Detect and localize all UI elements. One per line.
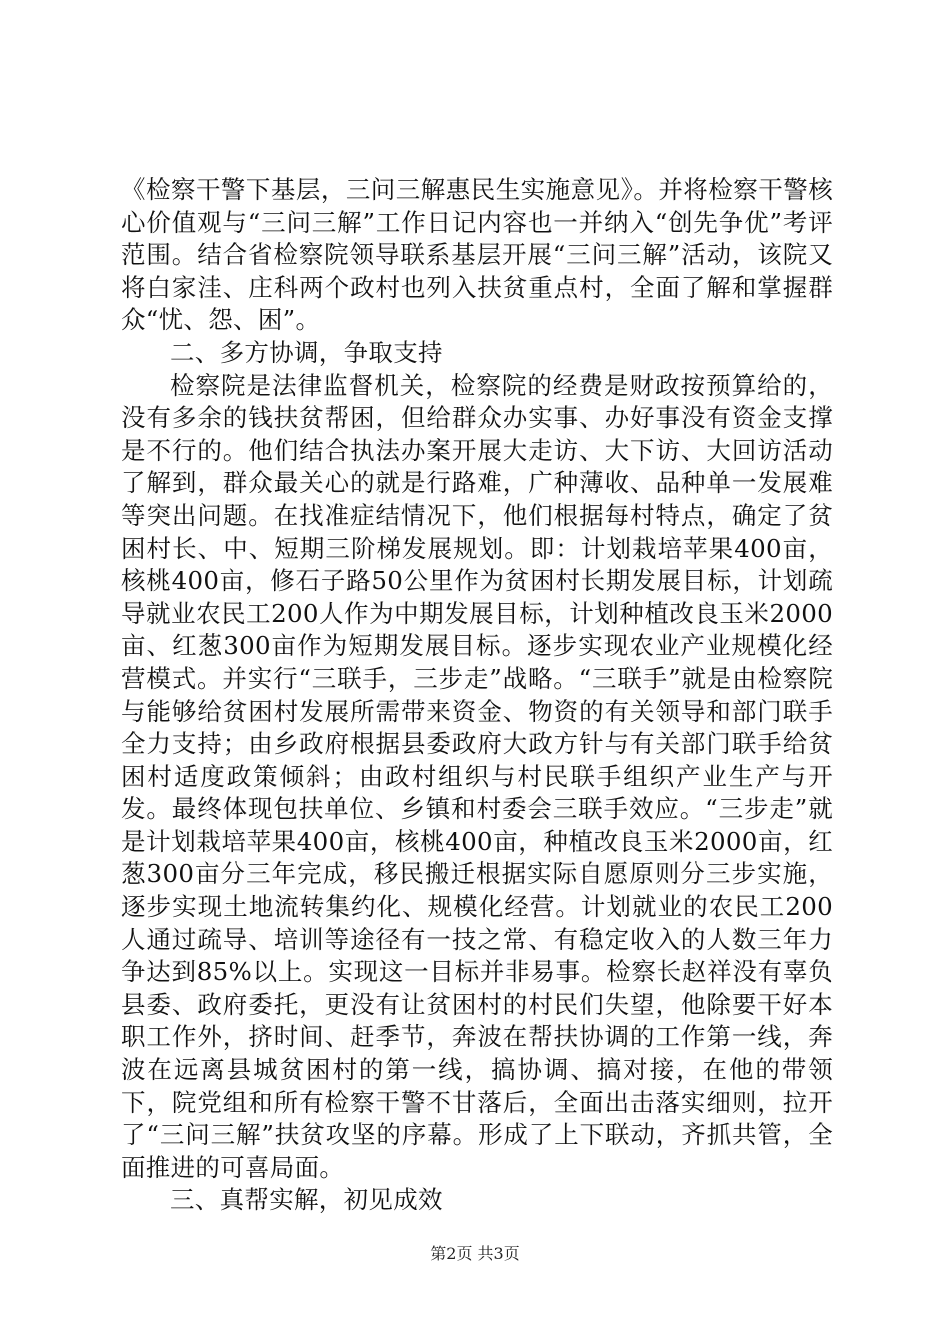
section-heading-2: 二、多方协调，争取支持	[170, 337, 443, 367]
paragraph-body: 检察院是法律监督机关，检察院的经费是财政按预算给的，没有多余的钱扶贫帮困，但给群众办实事、办好事没有资金支撑是不行的。他们结合执法办案开展大走访、大下访、大回访活动了解到，群众最关心的就是行路难，广种薄收、品种单一发展难等突出问题。在找准症结情况下，他们根据每村特点，确定了贫困村长、中、短期三阶梯发展规划。即：计划栽培苹果400亩，核桃400亩，修石子路50公里作为贫困村长期发展目标，计划疏导就业农民工200人作为中期发展目标，计划种植改良玉米2000亩、红葱300亩作为短期发展目标。逐步实现农业产业规模化经营模式。并实行“三联手，三步走”战略。“三联手”就是由检察院与能够给贫困村发展所需带来资金、物资的有关领导和部门联手全力支持；由乡政府根据县委政府大政方针与有关部门联手给贫困村适度政策倾斜；由政村组织与村民联手组织产业生产与开发。最终体现包扶单位、乡镇和村委会三联手效应。“三步走”就是计划栽培苹果400亩，核桃400亩，种植改良玉米2000亩，红葱300亩分三年完成，移民搬迁根据实际自愿原则分三步实施，逐步实现土地流转集约化、规模化经营。计划就业的农民工200人通过疏导、培训等途径有一技之常、有稳定收入的人数三年力争达到85%以上。实现这一目标并非易事。检察长赵祥没有辜负县委、政府委托，更没有让贫困村的村民们失望，他除要干好本职工作外，挤时间、赶季节，奔波在帮扶协调的工作第一线，奔波在远离县城贫困村的第一线，搞协调、搞对接，在他的带领下，院党组和所有检察干警不甘落后，全面出击落实细则，拉开了“三问三解”扶贫攻坚的序幕。形成了上下联动，齐抓共管，全面推进的可喜局面。	[121, 370, 833, 1182]
page-number-footer: 第2页 共3页	[430, 1244, 520, 1263]
section-heading-3: 三、真帮实解，初见成效	[170, 1185, 443, 1215]
document-body	[121, 174, 833, 1217]
paragraph-continuation: 《检察干警下基层，三问三解惠民生实施意见》。并将检察干警核心价值观与“三问三解”工作日记内容也一并纳入“创先争优”考评范围。结合省检察院领导联系基层开展“三问三解”活动，该院又将白家洼、庄科两个政村也列入扶贫重点村，全面了解和掌握群众“忧、怨、困”。	[121, 175, 833, 335]
